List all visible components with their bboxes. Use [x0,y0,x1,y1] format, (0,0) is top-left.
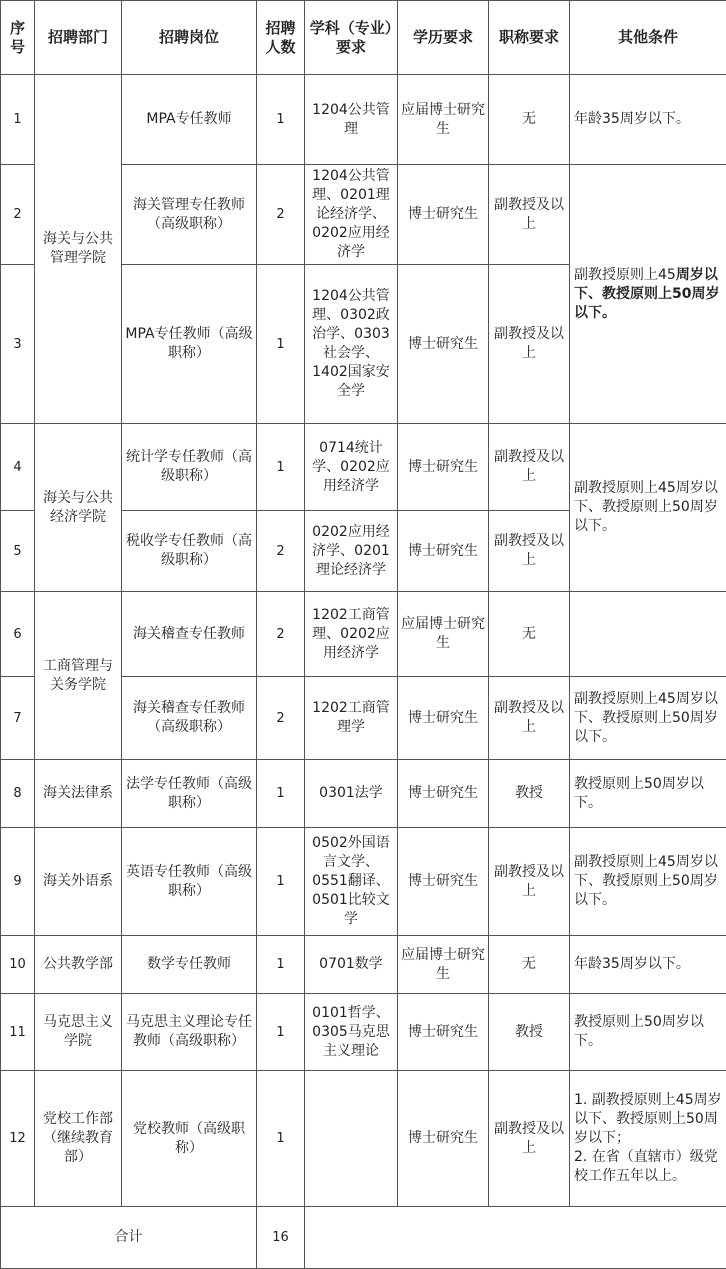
cell-count: 1 [257,828,305,936]
cell-seq: 11 [1,994,35,1071]
cell-other: 年龄35周岁以下。 [570,75,726,165]
cell-title: 教授 [489,994,570,1071]
table-row [1,760,726,828]
header-post: 招聘岗位 [122,1,257,75]
cell-major: 0502外国语言文学、0551翻译、0501比较文学 [305,828,398,936]
header-edu: 学历要求 [398,1,489,75]
other-line: 2. 在省（直辖市）级党校工作五年以上。 [574,1148,723,1186]
cell-major: 1202工商管理、0202应用经济学 [305,592,398,677]
cell-post: 马克思主义理论专任教师（高级职称） [122,994,257,1071]
cell-title: 副教授及以上 [489,511,570,592]
cell-title: 无 [489,936,570,994]
cell-post: 统计学专任教师（高级职称） [122,424,257,511]
cell-major: 0202应用经济学、0201理论经济学 [305,511,398,592]
cell-dept: 工商管理与关务学院 [35,592,122,760]
cell-dept: 马克思主义学院 [35,994,122,1071]
cell-count: 2 [257,592,305,677]
cell-edu: 应届博士研究生 [398,936,489,994]
cell-edu: 博士研究生 [398,1071,489,1207]
cell-seq: 3 [1,265,35,424]
header-title: 职称要求 [489,1,570,75]
total-count: 16 [257,1207,305,1269]
cell-title: 副教授及以上 [489,1071,570,1207]
cell-major: 1202工商管理学 [305,677,398,760]
table-row [1,75,726,165]
cell-count: 1 [257,424,305,511]
total-empty [305,1207,726,1269]
table-row [1,828,726,936]
cell-major: 1204公共管理、0302政治学、0303社会学、1402国家安全学 [305,265,398,424]
cell-other [570,592,726,677]
cell-seq: 7 [1,677,35,760]
cell-count: 1 [257,760,305,828]
cell-seq: 5 [1,511,35,592]
cell-seq: 4 [1,424,35,511]
cell-major: 1204公共管理、0201理论经济学、0202应用经济学 [305,165,398,265]
table-row [1,1071,726,1207]
cell-title: 副教授及以上 [489,424,570,511]
cell-count: 2 [257,165,305,265]
cell-post: 数学专任教师 [122,936,257,994]
cell-edu: 博士研究生 [398,511,489,592]
cell-seq: 10 [1,936,35,994]
other-line: 1. 副教授原则上45周岁以下、教授原则上50周岁以下； [574,1091,723,1148]
cell-other [570,1071,726,1207]
cell-other: 年龄35周岁以下。 [570,936,726,994]
table-row [1,936,726,994]
cell-other: 副教授原则上45周岁以下、教授原则上50周岁以下。 [570,828,726,936]
header-major: 学科（专业）要求 [305,1,398,75]
cell-count: 2 [257,511,305,592]
cell-title: 副教授及以上 [489,677,570,760]
header-row [1,1,726,75]
cell-title: 教授 [489,760,570,828]
cell-dept: 党校工作部（继续教育部） [35,1071,122,1207]
cell-edu: 博士研究生 [398,424,489,511]
cell-dept: 公共教学部 [35,936,122,994]
cell-edu: 应届博士研究生 [398,592,489,677]
cell-post: 法学专任教师（高级职称） [122,760,257,828]
cell-major: 1204公共管理 [305,75,398,165]
cell-edu: 博士研究生 [398,265,489,424]
cell-edu: 博士研究生 [398,828,489,936]
cell-edu: 博士研究生 [398,994,489,1071]
cell-count: 1 [257,1071,305,1207]
cell-major [305,1071,398,1207]
cell-seq: 6 [1,592,35,677]
cell-dept: 海关法律系 [35,760,122,828]
header-seq: 序号 [1,1,35,75]
other-text-bold: 周岁以下、教授原则上50周岁以下。 [574,267,719,321]
header-count: 招聘人数 [257,1,305,75]
cell-post: 海关稽查专任教师 [122,592,257,677]
cell-seq: 12 [1,1071,35,1207]
cell-other: 副教授原则上45周岁以下、教授原则上50周岁以下。 [570,424,726,592]
cell-post: MPA专任教师 [122,75,257,165]
cell-dept: 海关与公共管理学院 [35,75,122,424]
cell-count: 1 [257,75,305,165]
cell-title: 副教授及以上 [489,265,570,424]
cell-post: 海关管理专任教师（高级职称） [122,165,257,265]
cell-other: 教授原则上50周岁以下。 [570,760,726,828]
cell-title: 无 [489,592,570,677]
cell-other [570,165,726,424]
cell-edu: 博士研究生 [398,677,489,760]
cell-major: 0701数学 [305,936,398,994]
cell-title: 副教授及以上 [489,828,570,936]
cell-post: 海关稽查专任教师（高级职称） [122,677,257,760]
cell-major: 0101哲学、0305马克思主义理论 [305,994,398,1071]
cell-edu: 博士研究生 [398,760,489,828]
cell-count: 1 [257,994,305,1071]
cell-major: 0714统计学、0202应用经济学 [305,424,398,511]
cell-dept: 海关与公共经济学院 [35,424,122,592]
cell-major: 0301法学 [305,760,398,828]
cell-other: 副教授原则上45周岁以下、教授原则上50周岁以下。 [570,677,726,760]
total-row [1,1207,726,1269]
cell-edu: 应届博士研究生 [398,75,489,165]
cell-title: 无 [489,75,570,165]
other-text-normal: 副教授原则上45 [574,267,676,283]
cell-seq: 2 [1,165,35,265]
table-row [1,994,726,1071]
header-dept: 招聘部门 [35,1,122,75]
header-other: 其他条件 [570,1,726,75]
cell-post: 党校教师（高级职称） [122,1071,257,1207]
cell-post: 英语专任教师（高级职称） [122,828,257,936]
cell-count: 1 [257,265,305,424]
cell-seq: 1 [1,75,35,165]
cell-count: 1 [257,936,305,994]
cell-dept: 海关外语系 [35,828,122,936]
cell-title: 副教授及以上 [489,165,570,265]
cell-seq: 8 [1,760,35,828]
cell-edu: 博士研究生 [398,165,489,265]
cell-count: 2 [257,677,305,760]
cell-post: MPA专任教师（高级职称） [122,265,257,424]
cell-other: 教授原则上50周岁以下。 [570,994,726,1071]
total-label: 合计 [1,1207,257,1269]
cell-seq: 9 [1,828,35,936]
table-row [1,592,726,677]
table-row [1,424,726,511]
cell-post: 税收学专任教师（高级职称） [122,511,257,592]
